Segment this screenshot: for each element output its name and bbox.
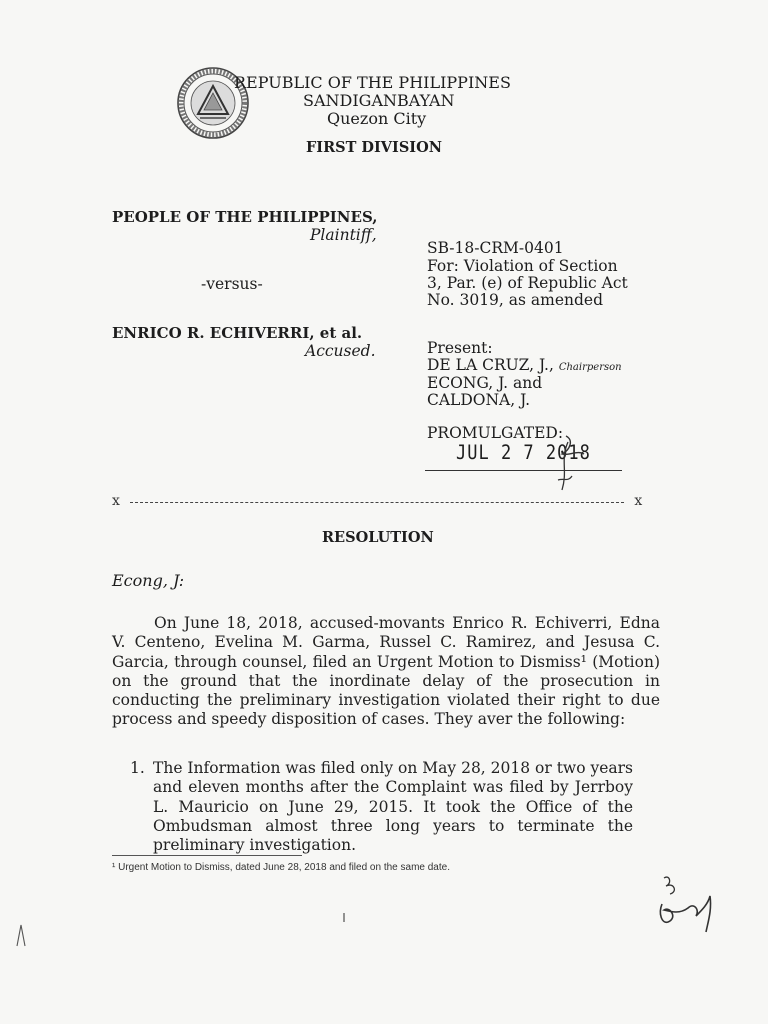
division-title: FIRST DIVISION [306,139,442,156]
item-1-text: The Information was filed only on May 28, 2018 or two years and eleven months after the Complaint was filed by Jerrboy L. Mauricio on June 29, 2015. It took the Office of the Ombudsman almost three long years to terminate the preliminary investigation. [153,759,633,855]
footnote-rule [112,855,302,856]
justice-econg: ECONG, J. and [427,374,543,392]
plaintiff-name: PEOPLE OF THE PHILIPPINES, [112,208,378,226]
justice-1-name: DE LA CRUZ, J., [427,356,554,374]
margin-mark [14,922,28,948]
header-republic: REPUBLIC OF THE PHILIPPINES [234,73,511,92]
item-1-number: 1. [130,759,145,777]
case-number: SB-18-CRM-0401 [427,239,564,257]
ponente: Econg, J: [112,571,185,590]
header-city: Quezon City [327,109,427,128]
charge-line-1: For: Violation of Section [427,257,618,275]
charge-line-3: No. 3019, as amended [427,291,604,309]
page-mark [340,912,348,924]
versus-label: -versus- [201,275,263,293]
footnote-1: ¹ Urgent Motion to Dismiss, dated June 28, 2018 and filed on the same date. [112,862,450,873]
caption-separator [112,493,643,509]
present-label: Present: [427,339,493,357]
handwritten-signature [650,870,730,940]
promulgated-date-stamp: JUL 2 7 2018 [456,441,591,465]
justice-caldona: CALDONA, J. [427,391,531,409]
plaintiff-role: Plaintiff, [310,226,377,244]
separator-left-x: x [112,493,121,509]
paragraph-1: On June 18, 2018, accused-movants Enrico R. Echiverri, Edna V. Centeno, Evelina M. Garma, Russel C. Ramirez, and Jesusa C. Garcia, through counsel, filed an Urgent Motion to Dismiss¹ (Motion) on the ground that the inordinate delay of the prosecution in conducting the preliminary investigation violated their right to due process and speedy disposition of cases. They aver the following: [112,614,660,729]
resolution-title: RESOLUTION [322,529,434,546]
charge-line-2: 3, Par. (e) of Republic Act [427,274,628,292]
header-court: SANDIGANBAYAN [303,91,455,110]
handwritten-initials [548,430,598,496]
separator-dashes [130,502,624,503]
chairperson-label: Chairperson [558,362,622,373]
separator-right-x: x [634,493,643,509]
accused-role: Accused. [305,342,376,360]
promulgated-label: PROMULGATED: [427,424,564,442]
accused-name: ENRICO R. ECHIVERRI, et al. [112,324,363,342]
